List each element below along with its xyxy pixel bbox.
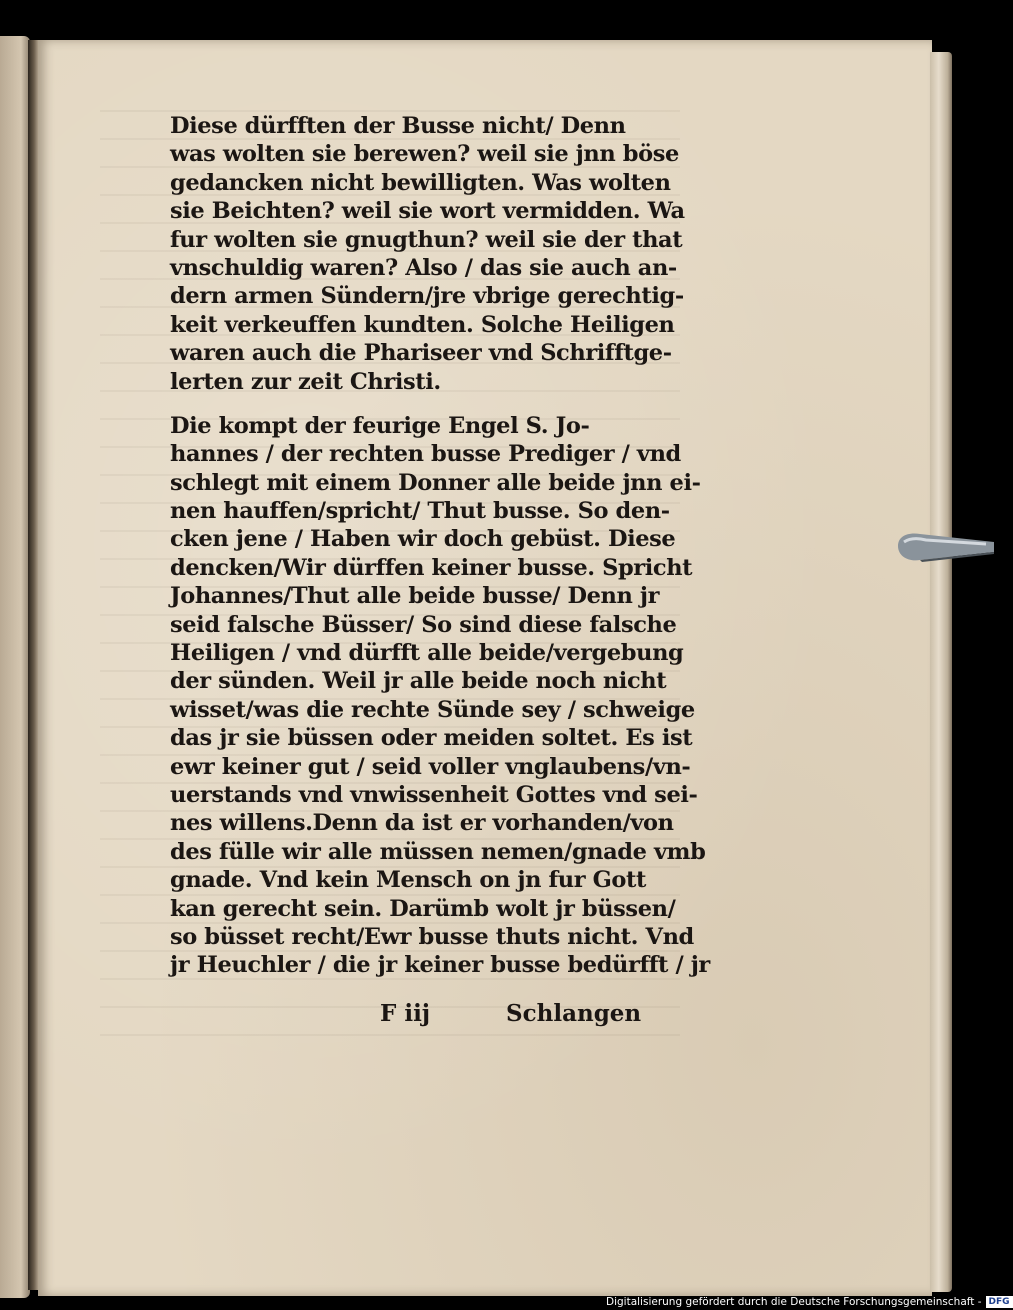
text-line: gedancken nicht bewilligten. Was wolten	[170, 169, 671, 196]
text-line: vnschuldig waren? Also / das sie auch an-	[170, 254, 677, 281]
text-line: jr Heuchler / die jr keiner busse bedürfft / jr	[170, 952, 710, 979]
text-line: Heiligen / vnd dürfft alle beide/vergebung	[170, 640, 684, 667]
text-line: seid falsche Büsser/ So sind diese falsche	[170, 611, 677, 638]
credit-text: Digitalisierung gefördert durch die Deutsche Forschungsgemeinschaft -	[606, 1296, 982, 1308]
text-line: nen hauffen/spricht/ Thut busse. So den-	[170, 498, 670, 525]
text-line: der sünden. Weil jr alle beide noch nicht	[170, 668, 667, 695]
signature-mark: F iij	[380, 1000, 431, 1027]
text-line: waren auch die Phariseer vnd Schrifftge-	[170, 340, 672, 367]
text-line: des fülle wir alle müssen nemen/gnade vmb	[170, 838, 706, 865]
text-line: kan gerecht sein. Darümb wolt jr büssen/	[170, 895, 676, 922]
text-line: sie Beichten? weil sie wort vermidden. Wa	[170, 198, 685, 225]
text-line: was wolten sie berewen? weil sie jnn böse	[170, 141, 679, 168]
text-line: so büsset recht/Ewr busse thuts nicht. Vnd	[170, 923, 694, 950]
text-line: dencken/Wir dürffen keiner busse. Spricht	[170, 554, 693, 581]
text-line: uerstands vnd vnwissenheit Gottes vnd sei-	[170, 781, 698, 808]
bookmark-clip-icon	[896, 528, 996, 564]
digitization-credit	[606, 1294, 1010, 1310]
text-line: nes willens.Denn da ist er vorhanden/von	[170, 810, 674, 837]
text-line: wisset/was die rechte Sünde sey / schweige	[170, 696, 695, 723]
text-line: dern armen Sündern/jre vbrige gerechtig-	[170, 283, 684, 310]
paragraph-2	[170, 412, 710, 980]
catchword: Schlangen	[506, 1000, 642, 1027]
text-line: keit verkeuffen kundten. Solche Heiligen	[170, 311, 675, 338]
text-line: Diese dürfften der Busse nicht/ Denn	[170, 113, 626, 139]
text-line: cken jene / Haben wir doch gebüst. Diese	[170, 526, 676, 553]
paragraph-1	[170, 112, 685, 396]
text-line: ewr keiner gut / seid voller vnglaubens/vn-	[170, 753, 691, 780]
text-line: hannes / der rechten busse Prediger / vnd	[170, 441, 681, 468]
text-line: gnade. Vnd kein Mensch on jn fur Gott	[170, 867, 647, 894]
facing-page-edge	[0, 36, 30, 1298]
page-footer-line	[380, 1000, 680, 1030]
text-line: Die kompt der feurige Engel S. Jo-	[170, 412, 590, 439]
page-stack-edge	[930, 52, 952, 1292]
main-text	[170, 112, 710, 980]
text-line: schlegt mit einem Donner alle beide jnn ei-	[170, 469, 701, 496]
text-line: Johannes/Thut alle beide busse/ Denn jr	[170, 583, 660, 610]
text-line: fur wolten sie gnugthun? weil sie der that	[170, 226, 683, 253]
text-line: das jr sie büssen oder meiden soltet. Es ist	[170, 725, 693, 752]
text-line: lerten zur zeit Christi.	[170, 368, 441, 395]
dfg-logo: DFG	[986, 1296, 1013, 1308]
